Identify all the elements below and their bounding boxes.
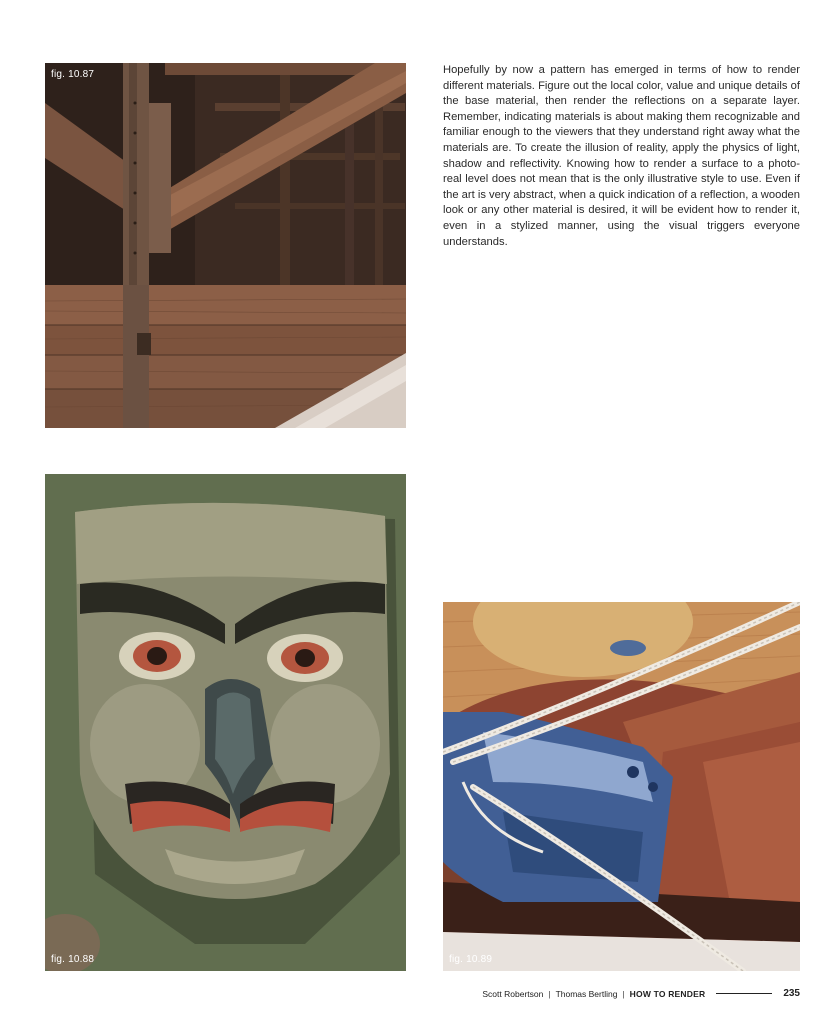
footer-rule (716, 993, 772, 994)
figure-boat-detail (443, 602, 800, 971)
footer-book-title: HOW TO RENDER (629, 988, 706, 999)
figure-wooden-beams (45, 63, 406, 428)
footer-separator: | (548, 988, 551, 999)
figure-label: fig. 10.88 (51, 954, 95, 965)
boat-detail-photo (443, 602, 800, 971)
footer-author-2: Thomas Bertling (555, 988, 618, 999)
body-paragraph: Hopefully by now a pattern has emerged in terms of how to render different materials. Figure out the local color, value and unique details of the base material, then render the reflections on a separate layer. Remember, indicating materials is about making them recognizable and familiar enough to the viewers that they understand right away what the materials are. To create the illusion of reality, apply the physics of light, shadow and reflectivity. Knowing how to render a surface to a photo-real level does not mean that is the only illustrative style to use. Even if the art is very abstract, when a quick indication of a reflection, a wooden look or any other material is desired, it will be evident how to render it, even in a stylized manner, using the visual triggers everyone understands. (443, 64, 800, 248)
figure-label: fig. 10.89 (449, 954, 493, 965)
footer-author-1: Scott Robertson (482, 988, 544, 999)
mask-photo (45, 474, 406, 971)
page-footer (482, 988, 800, 999)
figure-label: fig. 10.87 (51, 69, 95, 80)
page-number: 235 (783, 988, 800, 999)
footer-separator: | (622, 988, 625, 999)
wooden-beams-photo (45, 63, 406, 428)
figure-mask (45, 474, 406, 971)
